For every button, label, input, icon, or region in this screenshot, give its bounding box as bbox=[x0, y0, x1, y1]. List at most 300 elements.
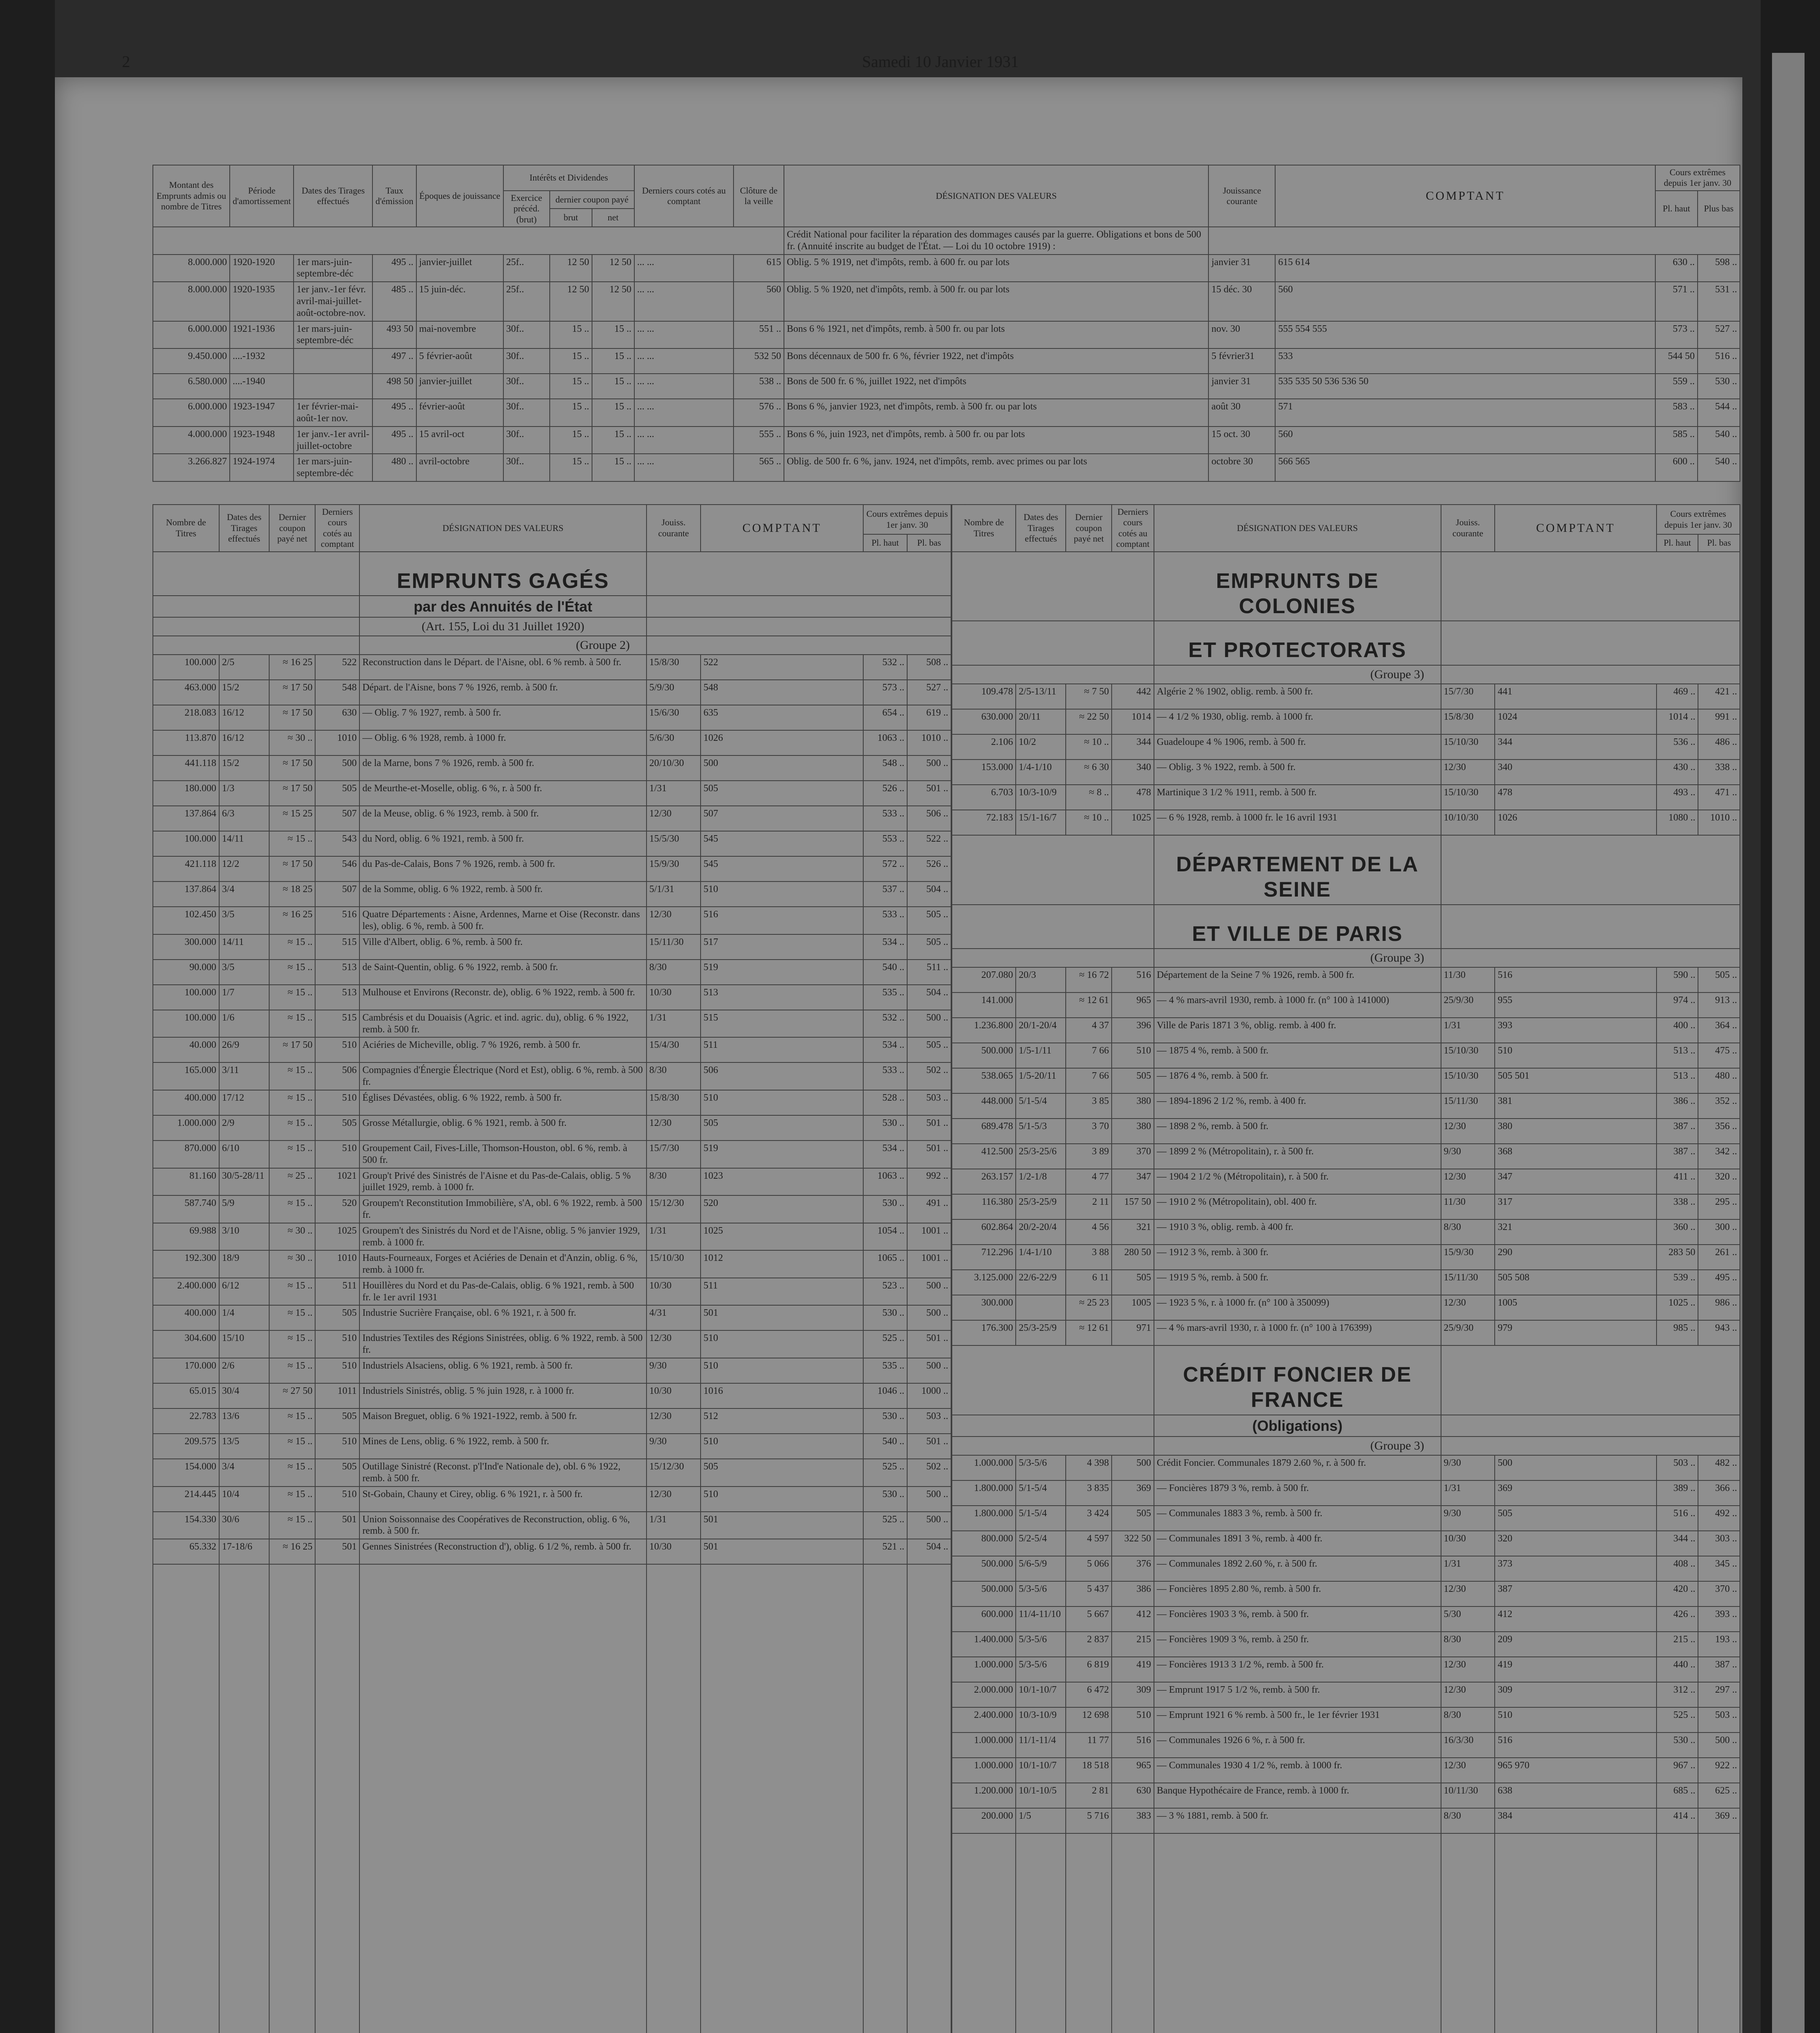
nombre-titres: 90.000 bbox=[153, 960, 219, 985]
table-row bbox=[952, 1219, 1740, 1245]
comptant: 209 bbox=[1495, 1632, 1656, 1657]
derniers-cours: 515 bbox=[315, 934, 359, 960]
derniers-cours: 369 bbox=[1112, 1480, 1154, 1506]
nombre-titres: 1.236.800 bbox=[952, 1018, 1016, 1043]
nombre-titres: 6.703 bbox=[952, 785, 1016, 810]
dernier-coupon: 2 81 bbox=[1066, 1783, 1112, 1808]
table-row bbox=[153, 1168, 951, 1196]
cell-cours: ... ... bbox=[634, 454, 734, 481]
cours-plus-bas: 421 .. bbox=[1698, 684, 1740, 709]
derniers-cours: 510 bbox=[315, 1141, 359, 1168]
designation: — 4 % mars-avril 1930, remb. à 1000 fr. (n° 100 à 141000) bbox=[1154, 993, 1441, 1018]
comptant: 545 bbox=[701, 831, 863, 856]
dates-tirages: 11/1-11/4 bbox=[1016, 1733, 1066, 1758]
designation: — Communales 1883 3 %, remb. à 500 fr. bbox=[1154, 1506, 1441, 1531]
comptant: 347 bbox=[1495, 1169, 1656, 1194]
cell-tirages: 1er mars-juin-septembre-déc bbox=[294, 321, 372, 349]
dernier-coupon: ≈ 16 25 bbox=[269, 1539, 315, 1564]
derniers-cours: 505 bbox=[315, 1459, 359, 1487]
cell-designation: Oblig. 5 % 1920, net d'impôts, remb. à 500 fr. ou par lots bbox=[784, 282, 1208, 321]
table-row bbox=[952, 993, 1740, 1018]
table-row bbox=[153, 934, 951, 960]
cours-plus-bas: 943 .. bbox=[1698, 1320, 1740, 1345]
cours-plus-bas: 503 .. bbox=[907, 1408, 951, 1434]
nombre-titres: 113.870 bbox=[153, 730, 219, 755]
cours-plus-bas: 511 .. bbox=[907, 960, 951, 985]
cours-plus-haut: 426 .. bbox=[1657, 1606, 1698, 1632]
dates-tirages: 18/9 bbox=[219, 1250, 269, 1278]
nombre-titres: 154.000 bbox=[153, 1459, 219, 1487]
derniers-cours: 548 bbox=[315, 680, 359, 705]
jouissance: 10/10/30 bbox=[1441, 810, 1495, 835]
nombre-titres: 1.000.000 bbox=[952, 1733, 1016, 1758]
dates-tirages: 10/1-10/5 bbox=[1016, 1783, 1066, 1808]
designation: St-Gobain, Chauny et Cirey, oblig. 6 % 1921, r. à 500 fr. bbox=[359, 1487, 647, 1512]
designation: Quatre Départements : Aisne, Ardennes, Marne et Oise (Reconstr. dans les), oblig. 6 %, remb. à 500 fr. bbox=[359, 907, 647, 934]
cours-plus-haut: 408 .. bbox=[1657, 1556, 1698, 1581]
dernier-coupon: ≈ 17 50 bbox=[269, 705, 315, 730]
comptant: 320 bbox=[1495, 1531, 1656, 1556]
cours-plus-bas: 475 .. bbox=[1698, 1043, 1740, 1068]
cours-plus-bas: 297 .. bbox=[1698, 1682, 1740, 1707]
cours-plus-bas: 1001 .. bbox=[907, 1250, 951, 1278]
comptant: 635 bbox=[701, 705, 863, 730]
dates-tirages: 6/3 bbox=[219, 806, 269, 831]
cell-comptant: 615 614 bbox=[1275, 255, 1655, 282]
derniers-cours: 370 bbox=[1112, 1144, 1154, 1169]
dernier-coupon: ≈ 15 .. bbox=[269, 1305, 315, 1330]
jouissance: 12/30 bbox=[647, 1115, 701, 1141]
cours-plus-haut: 525 .. bbox=[863, 1459, 907, 1487]
cell-brut: 15 .. bbox=[550, 399, 592, 427]
jouissance: 9/30 bbox=[1441, 1506, 1495, 1531]
col-jouiss: Jouiss. courante bbox=[647, 505, 701, 552]
cours-plus-bas: 303 .. bbox=[1698, 1531, 1740, 1556]
derniers-cours: 507 bbox=[315, 882, 359, 907]
jouissance: 15/8/30 bbox=[1441, 709, 1495, 734]
nombre-titres: 304.600 bbox=[153, 1330, 219, 1358]
col-pl-haut: Pl. haut bbox=[863, 534, 907, 551]
cours-plus-haut: 400 .. bbox=[1657, 1018, 1698, 1043]
derniers-cours: 505 bbox=[315, 1408, 359, 1434]
cell-brut: 15 .. bbox=[550, 374, 592, 399]
nombre-titres: 200.000 bbox=[952, 1808, 1016, 1833]
cell-ex: 25f.. bbox=[503, 255, 550, 282]
designation: — Foncières 1909 3 %, remb. à 250 fr. bbox=[1154, 1632, 1441, 1657]
cell-epoque: 15 avril-oct bbox=[416, 427, 503, 454]
dernier-coupon: 5 667 bbox=[1066, 1606, 1112, 1632]
section-title-protectorats: ET PROTECTORATS bbox=[1154, 621, 1441, 665]
cours-plus-haut: 344 .. bbox=[1657, 1531, 1698, 1556]
dates-tirages: 1/5 bbox=[1016, 1808, 1066, 1833]
designation: — Oblig. 7 % 1927, remb. à 500 fr. bbox=[359, 705, 647, 730]
dates-tirages: 3/5 bbox=[219, 907, 269, 934]
cell-periode: 1920-1935 bbox=[230, 282, 294, 321]
cours-plus-haut: 420 .. bbox=[1657, 1581, 1698, 1606]
section-note: (Art. 155, Loi du 31 Juillet 1920) bbox=[359, 617, 647, 636]
jouissance: 15/6/30 bbox=[647, 705, 701, 730]
derniers-cours: 344 bbox=[1112, 734, 1154, 760]
cell-bas: 531 .. bbox=[1698, 282, 1740, 321]
comptant: 511 bbox=[701, 1278, 863, 1306]
designation: — Foncières 1903 3 %, remb. à 500 fr. bbox=[1154, 1606, 1441, 1632]
dernier-coupon: ≈ 16 72 bbox=[1066, 967, 1112, 993]
nombre-titres: 630.000 bbox=[952, 709, 1016, 734]
derniers-cours: 1025 bbox=[1112, 810, 1154, 835]
comptant: 510 bbox=[701, 882, 863, 907]
cell-periode: ....-1940 bbox=[230, 374, 294, 399]
cours-plus-bas: 501 .. bbox=[907, 1141, 951, 1168]
nombre-titres: 100.000 bbox=[153, 1010, 219, 1038]
cell-designation: Bons 6 %, janvier 1923, net d'impôts, remb. à 500 fr. ou par lots bbox=[784, 399, 1208, 427]
comptant: 512 bbox=[701, 1408, 863, 1434]
dernier-coupon: ≈ 15 .. bbox=[269, 1487, 315, 1512]
jouissance: 15/8/30 bbox=[647, 1090, 701, 1115]
comptant: 1024 bbox=[1495, 709, 1656, 734]
nombre-titres: 176.300 bbox=[952, 1320, 1016, 1345]
dernier-coupon: ≈ 15 .. bbox=[269, 831, 315, 856]
table-row bbox=[952, 1480, 1740, 1506]
cours-plus-bas: 506 .. bbox=[907, 806, 951, 831]
comptant: 501 bbox=[701, 1512, 863, 1539]
dernier-coupon: ≈ 15 25 bbox=[269, 806, 315, 831]
jouissance: 15/10/30 bbox=[1441, 734, 1495, 760]
cours-plus-bas: 500 .. bbox=[907, 1358, 951, 1383]
comptant: 501 bbox=[701, 1539, 863, 1564]
comptant: 510 bbox=[701, 1358, 863, 1383]
dernier-coupon: ≈ 27 50 bbox=[269, 1383, 315, 1408]
derniers-cours: 965 bbox=[1112, 1758, 1154, 1783]
cell-jouis: janvier 31 bbox=[1208, 255, 1275, 282]
derniers-cours: 513 bbox=[315, 985, 359, 1010]
dernier-coupon: ≈ 30 .. bbox=[269, 1223, 315, 1251]
nombre-titres: 689.478 bbox=[952, 1119, 1016, 1144]
designation: de la Somme, oblig. 6 % 1922, remb. à 500 fr. bbox=[359, 882, 647, 907]
cell-montant: 6.000.000 bbox=[153, 321, 230, 349]
cours-plus-haut: 530 .. bbox=[863, 1195, 907, 1223]
cours-plus-haut: 539 .. bbox=[1657, 1270, 1698, 1295]
dates-tirages: 20/2-20/4 bbox=[1016, 1219, 1066, 1245]
cours-plus-haut: 537 .. bbox=[863, 882, 907, 907]
cours-plus-haut: 414 .. bbox=[1657, 1808, 1698, 1833]
designation: — Foncières 1913 3 1/2 %, remb. à 500 fr. bbox=[1154, 1657, 1441, 1682]
dernier-coupon: ≈ 15 .. bbox=[269, 1330, 315, 1358]
comptant: 368 bbox=[1495, 1144, 1656, 1169]
jouissance: 5/30 bbox=[1441, 1606, 1495, 1632]
comptant: 380 bbox=[1495, 1119, 1656, 1144]
cours-plus-haut: 526 .. bbox=[863, 781, 907, 806]
nombre-titres: 165.000 bbox=[153, 1062, 219, 1090]
dates-tirages: 10/4 bbox=[219, 1487, 269, 1512]
col-comptant: COMPTANT bbox=[1275, 165, 1655, 227]
dernier-coupon: ≈ 15 .. bbox=[269, 1358, 315, 1383]
nombre-titres: 214.445 bbox=[153, 1487, 219, 1512]
jouissance: 15/5/30 bbox=[647, 831, 701, 856]
jouissance: 10/11/30 bbox=[1441, 1783, 1495, 1808]
dates-tirages: 2/5 bbox=[219, 655, 269, 680]
dates-tirages: 5/3-5/6 bbox=[1016, 1455, 1066, 1480]
designation: Industriels Sinistrés, oblig. 5 % juin 1928, r. à 1000 fr. bbox=[359, 1383, 647, 1408]
jouissance: 8/30 bbox=[647, 1062, 701, 1090]
table-row bbox=[153, 755, 951, 781]
designation: Département de la Seine 7 % 1926, remb. à 500 fr. bbox=[1154, 967, 1441, 993]
designation: Houillères du Nord et du Pas-de-Calais, oblig. 6 % 1921, remb. à 500 fr. le 1er avril 1931 bbox=[359, 1278, 647, 1306]
jouissance: 25/9/30 bbox=[1441, 1320, 1495, 1345]
designation: — Communales 1926 6 %, r. à 500 fr. bbox=[1154, 1733, 1441, 1758]
cours-plus-haut: 530 .. bbox=[1657, 1733, 1698, 1758]
jouissance: 12/30 bbox=[1441, 760, 1495, 785]
dates-tirages: 5/1-5/4 bbox=[1016, 1093, 1066, 1119]
cours-plus-bas: 393 .. bbox=[1698, 1606, 1740, 1632]
cours-plus-haut: 493 .. bbox=[1657, 785, 1698, 810]
cours-plus-bas: 300 .. bbox=[1698, 1219, 1740, 1245]
derniers-cours: 516 bbox=[1112, 967, 1154, 993]
derniers-cours: 1025 bbox=[315, 1223, 359, 1251]
cell-cloture: 615 bbox=[734, 255, 784, 282]
derniers-cours: 505 bbox=[315, 781, 359, 806]
comptant: 505 501 bbox=[1495, 1068, 1656, 1093]
comptant: 510 bbox=[701, 1487, 863, 1512]
cours-plus-haut: 360 .. bbox=[1657, 1219, 1698, 1245]
cours-plus-bas: 387 .. bbox=[1698, 1657, 1740, 1682]
designation: Groupem't Reconstitution Immobilière, s'A, obl. 6 % 1922, remb. à 500 fr. bbox=[359, 1195, 647, 1223]
dernier-coupon: 5 716 bbox=[1066, 1808, 1112, 1833]
cell-periode: 1920-1920 bbox=[230, 255, 294, 282]
designation: du Pas-de-Calais, Bons 7 % 1926, remb. à 500 fr. bbox=[359, 856, 647, 882]
jouissance: 15/7/30 bbox=[1441, 684, 1495, 709]
dernier-coupon: 7 66 bbox=[1066, 1068, 1112, 1093]
col-periode: Période d'amortissement bbox=[230, 165, 294, 227]
jouissance: 15/7/30 bbox=[647, 1141, 701, 1168]
derniers-cours: 1010 bbox=[315, 1250, 359, 1278]
cell-taux: 495 .. bbox=[372, 399, 416, 427]
table-row bbox=[153, 1141, 951, 1168]
cours-plus-bas: 625 .. bbox=[1698, 1783, 1740, 1808]
cell-ex: 30f.. bbox=[503, 427, 550, 454]
cours-plus-haut: 513 .. bbox=[1657, 1043, 1698, 1068]
comptant: 505 bbox=[701, 1459, 863, 1487]
jouissance: 9/30 bbox=[647, 1358, 701, 1383]
jouissance: 1/31 bbox=[1441, 1480, 1495, 1506]
comptant: 344 bbox=[1495, 734, 1656, 760]
derniers-cours: 478 bbox=[1112, 785, 1154, 810]
cours-plus-bas: 495 .. bbox=[1698, 1270, 1740, 1295]
cell-comptant: 535 535 50 536 536 50 bbox=[1275, 374, 1655, 399]
jouissance: 12/30 bbox=[1441, 1295, 1495, 1320]
cell-epoque: janvier-juillet bbox=[416, 255, 503, 282]
derniers-cours: 510 bbox=[315, 1330, 359, 1358]
col-cours-extremes: Cours extrêmes depuis 1er janv. 30 bbox=[863, 505, 951, 534]
cours-plus-bas: 501 .. bbox=[907, 1330, 951, 1358]
col-pl-bas: Pl. bas bbox=[1698, 534, 1740, 551]
cours-plus-bas: 501 .. bbox=[907, 781, 951, 806]
nombre-titres: 100.000 bbox=[153, 655, 219, 680]
cell-montant: 8.000.000 bbox=[153, 255, 230, 282]
jouissance: 5/1/31 bbox=[647, 882, 701, 907]
dates-tirages: 3/5 bbox=[219, 960, 269, 985]
comptant: 1023 bbox=[701, 1168, 863, 1196]
nombre-titres: 412.500 bbox=[952, 1144, 1016, 1169]
dernier-coupon: 4 37 bbox=[1066, 1018, 1112, 1043]
col-epoques: Époques de jouissance bbox=[416, 165, 503, 227]
col-cours-extremes: Cours extrêmes depuis 1er janv. 30 bbox=[1655, 165, 1740, 191]
nombre-titres: 207.080 bbox=[952, 967, 1016, 993]
comptant: 500 bbox=[701, 755, 863, 781]
derniers-cours: 386 bbox=[1112, 1581, 1154, 1606]
dates-tirages: 6/10 bbox=[219, 1141, 269, 1168]
cell-jouis: 15 déc. 30 bbox=[1208, 282, 1275, 321]
col-designation: DÉSIGNATION DES VALEURS bbox=[1154, 505, 1441, 552]
cell-designation: Bons 6 % 1921, net d'impôts, remb. à 500 fr. ou par lots bbox=[784, 321, 1208, 349]
designation: — Oblig. 6 % 1928, remb. à 1000 fr. bbox=[359, 730, 647, 755]
derniers-cours: 380 bbox=[1112, 1093, 1154, 1119]
cell-haut: 559 .. bbox=[1655, 374, 1698, 399]
dernier-coupon: ≈ 15 .. bbox=[269, 1062, 315, 1090]
derniers-cours: 380 bbox=[1112, 1119, 1154, 1144]
derniers-cours: 442 bbox=[1112, 684, 1154, 709]
nombre-titres: 1.000.000 bbox=[952, 1657, 1016, 1682]
table-row bbox=[153, 856, 951, 882]
dernier-coupon: 6 819 bbox=[1066, 1657, 1112, 1682]
cell-brut: 12 50 bbox=[550, 282, 592, 321]
cell-bas: 540 .. bbox=[1698, 427, 1740, 454]
derniers-cours: 505 bbox=[1112, 1068, 1154, 1093]
dernier-coupon: 12 698 bbox=[1066, 1707, 1112, 1733]
designation: Gennes Sinistrées (Reconstruction d'), oblig. 6 1/2 %, remb. à 500 fr. bbox=[359, 1539, 647, 1564]
nombre-titres: 100.000 bbox=[153, 831, 219, 856]
designation: de Meurthe-et-Moselle, oblig. 6 %, r. à 500 fr. bbox=[359, 781, 647, 806]
derniers-cours: 340 bbox=[1112, 760, 1154, 785]
cell-designation: Oblig. 5 % 1919, net d'impôts, remb. à 600 fr. ou par lots bbox=[784, 255, 1208, 282]
cell-epoque: mai-novembre bbox=[416, 321, 503, 349]
derniers-cours: 500 bbox=[1112, 1455, 1154, 1480]
comptant: 505 bbox=[701, 781, 863, 806]
jouissance: 10/30 bbox=[647, 1383, 701, 1408]
dernier-coupon: ≈ 30 .. bbox=[269, 730, 315, 755]
dates-tirages: 10/1-10/7 bbox=[1016, 1758, 1066, 1783]
designation: Banque Hypothécaire de France, remb. à 1000 fr. bbox=[1154, 1783, 1441, 1808]
dates-tirages: 15/2 bbox=[219, 680, 269, 705]
table-row bbox=[952, 684, 1740, 709]
designation: Aciéries de Micheville, oblig. 7 % 1926, remb. à 500 fr. bbox=[359, 1037, 647, 1062]
table-row bbox=[153, 1330, 951, 1358]
dates-tirages bbox=[1016, 993, 1066, 1018]
cours-plus-bas: 505 .. bbox=[907, 907, 951, 934]
dernier-coupon: ≈ 30 .. bbox=[269, 1250, 315, 1278]
comptant: 522 bbox=[701, 655, 863, 680]
derniers-cours: 321 bbox=[1112, 1219, 1154, 1245]
designation: — 1876 4 %, remb. à 500 fr. bbox=[1154, 1068, 1441, 1093]
jouissance: 5/6/30 bbox=[647, 730, 701, 755]
intro-spacer bbox=[153, 227, 784, 255]
cours-plus-haut: 530 .. bbox=[863, 1115, 907, 1141]
nombre-titres: 81.160 bbox=[153, 1168, 219, 1196]
nombre-titres: 500.000 bbox=[952, 1581, 1016, 1606]
comptant: 1025 bbox=[701, 1223, 863, 1251]
page-number: 2 bbox=[122, 52, 130, 71]
comptant: 510 bbox=[701, 1434, 863, 1459]
table-row bbox=[153, 1487, 951, 1512]
cell-bas: 540 .. bbox=[1698, 454, 1740, 481]
cell-taux: 480 .. bbox=[372, 454, 416, 481]
comptant: 638 bbox=[1495, 1783, 1656, 1808]
cours-plus-bas: 504 .. bbox=[907, 882, 951, 907]
table-row bbox=[153, 680, 951, 705]
comptant: 516 bbox=[1495, 967, 1656, 993]
designation: — Communales 1892 2.60 %, r. à 500 fr. bbox=[1154, 1556, 1441, 1581]
cell-cours: ... ... bbox=[634, 399, 734, 427]
cell-cours: ... ... bbox=[634, 348, 734, 374]
cours-plus-haut: 572 .. bbox=[863, 856, 907, 882]
derniers-cours: 1011 bbox=[315, 1383, 359, 1408]
nombre-titres: 263.157 bbox=[952, 1169, 1016, 1194]
cours-plus-haut: 533 .. bbox=[863, 907, 907, 934]
col-pl-haut: Pl. haut bbox=[1657, 534, 1698, 551]
dates-tirages: 10/3-10/9 bbox=[1016, 1707, 1066, 1733]
cell-taux: 495 .. bbox=[372, 255, 416, 282]
designation: Hauts-Fourneaux, Forges et Aciéries de Denain et d'Anzin, oblig. 6 %, remb. à 1000 fr. bbox=[359, 1250, 647, 1278]
cell-epoque: avril-octobre bbox=[416, 454, 503, 481]
cell-net: 15 .. bbox=[592, 374, 634, 399]
dernier-coupon: ≈ 6 30 bbox=[1066, 760, 1112, 785]
cours-plus-bas: 619 .. bbox=[907, 705, 951, 730]
jouissance: 11/30 bbox=[1441, 967, 1495, 993]
cours-plus-haut: 525 .. bbox=[863, 1330, 907, 1358]
comptant: 317 bbox=[1495, 1194, 1656, 1219]
designation: — Emprunt 1917 5 1/2 %, remb. à 500 fr. bbox=[1154, 1682, 1441, 1707]
dates-tirages: 1/4 bbox=[219, 1305, 269, 1330]
table-row bbox=[153, 1195, 951, 1223]
cours-plus-haut: 532 .. bbox=[863, 1010, 907, 1038]
cell-bas: 598 .. bbox=[1698, 255, 1740, 282]
jouissance: 20/10/30 bbox=[647, 755, 701, 781]
cours-plus-bas: 342 .. bbox=[1698, 1144, 1740, 1169]
table-row bbox=[153, 321, 1740, 349]
derniers-cours: 505 bbox=[315, 1115, 359, 1141]
nombre-titres: 22.783 bbox=[153, 1408, 219, 1434]
comptant: 321 bbox=[1495, 1219, 1656, 1245]
section-group: (Groupe 3) bbox=[1154, 949, 1441, 967]
jouissance: 8/30 bbox=[1441, 1632, 1495, 1657]
table-row bbox=[952, 1270, 1740, 1295]
col-dates-tirages: Dates des Tirages effectués bbox=[294, 165, 372, 227]
cours-plus-haut: 521 .. bbox=[863, 1539, 907, 1564]
jouissance: 8/30 bbox=[647, 1168, 701, 1196]
jouissance: 1/31 bbox=[647, 1223, 701, 1251]
col-pl-haut: Pl. haut bbox=[1655, 191, 1698, 227]
table-row bbox=[952, 734, 1740, 760]
table-row bbox=[153, 1115, 951, 1141]
designation: Reconstruction dans le Départ. de l'Aisne, obl. 6 % remb. à 500 fr. bbox=[359, 655, 647, 680]
section-group: (Groupe 3) bbox=[1154, 665, 1441, 684]
nombre-titres: 116.380 bbox=[952, 1194, 1016, 1219]
nombre-titres: 1.000.000 bbox=[952, 1455, 1016, 1480]
table-row bbox=[952, 1455, 1740, 1480]
cell-epoque: février-août bbox=[416, 399, 503, 427]
jouissance: 15/10/30 bbox=[1441, 1068, 1495, 1093]
derniers-cours: 965 bbox=[1112, 993, 1154, 1018]
jouissance: 15/11/30 bbox=[1441, 1270, 1495, 1295]
cours-plus-haut: 536 .. bbox=[1657, 734, 1698, 760]
comptant: 505 bbox=[1495, 1506, 1656, 1531]
cell-jouis: nov. 30 bbox=[1208, 321, 1275, 349]
dates-tirages: 15/10 bbox=[219, 1330, 269, 1358]
table-row bbox=[952, 1068, 1740, 1093]
jouissance: 10/30 bbox=[647, 985, 701, 1010]
designation: — Foncières 1895 2.80 %, remb. à 500 fr. bbox=[1154, 1581, 1441, 1606]
cell-brut: 12 50 bbox=[550, 255, 592, 282]
cell-comptant: 555 554 555 bbox=[1275, 321, 1655, 349]
